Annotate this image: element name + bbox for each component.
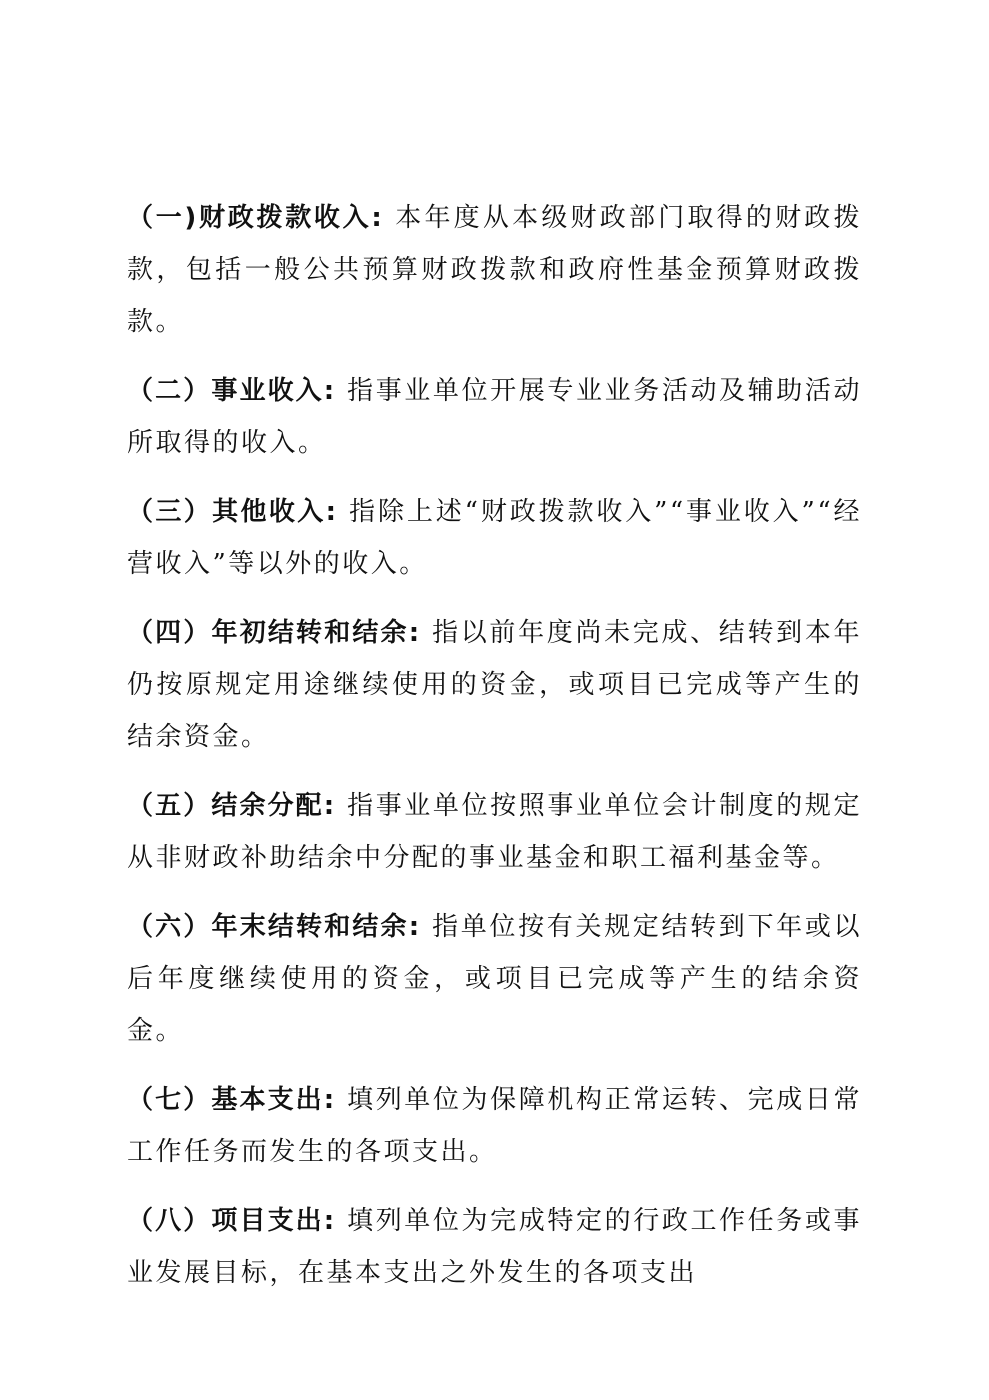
- term-description: 填列单位为完成特定的行政工作任务或事业发展目标，在基本支出之外发生的各项支出: [127, 1206, 863, 1288]
- term-label: （五）结余分配:: [127, 791, 337, 821]
- definition-item-balance-distribution: [127, 780, 862, 884]
- definition-item-fiscal-appropriation-revenue: [127, 192, 862, 348]
- term-description: 指事业单位按照事业单位会计制度的规定从非财政补助结余中分配的事业基金和职工福利基金等。: [127, 791, 863, 873]
- term-description: 指单位按有关规定结转到下年或以后年度继续使用的资金，或项目已完成等产生的结余资金。: [127, 912, 863, 1046]
- definition-item-project-expenditure: [127, 1195, 862, 1299]
- term-label: （二）事业收入:: [127, 376, 337, 406]
- definition-item-beginning-carryover-balance: [127, 607, 862, 763]
- definition-item-basic-expenditure: [127, 1074, 862, 1178]
- term-description: 指事业单位开展专业业务活动及辅助活动所取得的收入。: [127, 376, 863, 458]
- term-label: （四）年初结转和结余:: [127, 618, 422, 648]
- term-description: 指除上述“财政拨款收入”“事业收入”“经营收入”等以外的收入。: [127, 497, 862, 579]
- definition-item-other-revenue: [127, 486, 862, 590]
- term-description: 本年度从本级财政部门取得的财政拨款，包括一般公共预算财政拨款和政府性基金预算财政拨款。: [127, 203, 863, 337]
- definitions-list: [127, 192, 862, 1316]
- term-label: （三）其他收入:: [127, 497, 339, 527]
- term-label: （六）年末结转和结余:: [127, 912, 422, 942]
- term-label: （八）项目支出:: [127, 1206, 337, 1236]
- definition-item-year-end-carryover-balance: [127, 901, 862, 1057]
- term-label: （一)财政拨款收入:: [127, 203, 384, 233]
- term-description: 指以前年度尚未完成、结转到本年仍按原规定用途继续使用的资金，或项目已完成等产生的结余资金。: [127, 618, 863, 752]
- term-description: 填列单位为保障机构正常运转、完成日常工作任务而发生的各项支出。: [127, 1085, 863, 1167]
- term-label: （七）基本支出:: [127, 1085, 337, 1115]
- definition-item-business-revenue: [127, 365, 862, 469]
